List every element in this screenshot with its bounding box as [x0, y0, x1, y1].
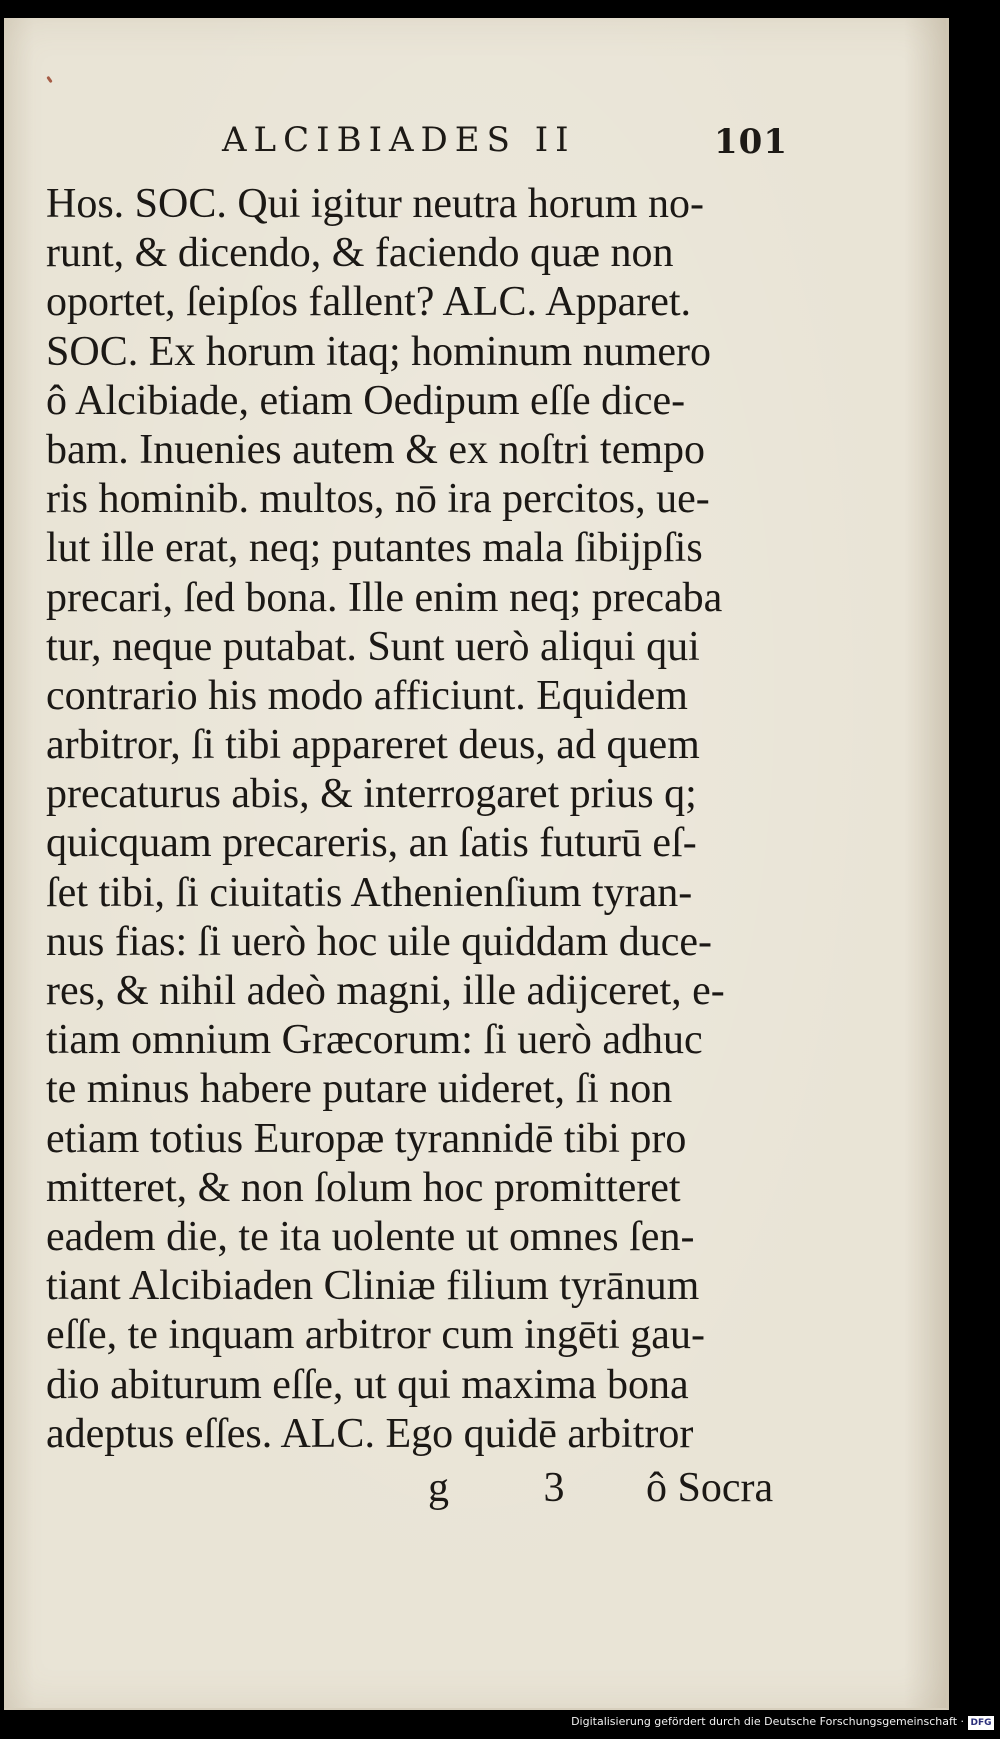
text-line: eſſe, te inquam arbitror cum ingēti gau-	[46, 1312, 705, 1359]
text-line: ſet tibi, ſi ciuitatis Athenienſium tyran-	[46, 869, 693, 916]
text-line: dio abiturum eſſe, ut qui maxima bona	[46, 1361, 689, 1408]
text-line: mitteret, & non ſolum hoc promitteret	[46, 1164, 681, 1211]
text-line: res, & nihil adeò magni, ille adijceret, e-	[46, 968, 725, 1014]
text-line: runt, & dicendo, & faciendo quæ non	[46, 230, 674, 277]
text-line: ris hominib. multos, nō ira percitos, ue-	[46, 476, 710, 523]
text-line: adeptus eſſes. ALC. Ego quidē arbitror	[46, 1410, 694, 1457]
ink-spot	[46, 76, 52, 83]
text-line: Hos. SOC. Qui igitur neutra horum no-	[46, 181, 704, 227]
text-line: oportet, ſeipſos fallent? ALC. Apparet.	[46, 279, 692, 326]
text-line: tiam omnium Græcorum: ſi uerò adhuc	[46, 1017, 703, 1064]
text-line: tiant Alcibiaden Cliniæ filium tyrānum	[46, 1263, 700, 1310]
text-line: tur, neque putabat. Sunt uerò aliqui qui	[46, 623, 700, 670]
dfg-logo: DFG	[968, 1716, 994, 1730]
text-line: ô Alcibiade, etiam Oedipum eſſe dice-	[46, 377, 686, 424]
digitization-credit	[0, 1712, 1000, 1739]
text-line: SOC. Ex horum itaq; hominum numero	[46, 328, 711, 375]
page-number: 101	[714, 122, 788, 162]
text-line: precaturus abis, & interrogaret prius q;	[46, 771, 697, 818]
text-line: nus fias: ſi uerò hoc uile quiddam duce-	[46, 918, 712, 965]
text-line: precari, ſed bona. Ille enim neq; precaba	[46, 574, 723, 621]
text-line: etiam totius Europæ tyrannidē tibi pro	[46, 1115, 687, 1162]
text-line: lut ille erat, neq; putantes mala ſibijpſis	[46, 525, 703, 572]
book-page	[4, 18, 949, 1710]
text-line: contrario his modo afficiunt. Equidem	[46, 672, 688, 719]
text-line: arbitror, ſi tibi appareret deus, ad quem	[46, 722, 700, 769]
body-text	[46, 180, 806, 1459]
signature-mark: g 3	[428, 1465, 607, 1511]
credit-text: Digitalisierung gefördert durch die Deutsche Forschungsgemeinschaft ·	[571, 1715, 964, 1728]
text-line: eadem die, te ita uolente ut omnes ſen-	[46, 1213, 695, 1260]
catchword: ô Socra	[646, 1465, 774, 1511]
text-line: bam. Inuenies autem & ex noſtri tempo	[46, 426, 705, 473]
running-title: ALCIBIADES II	[222, 120, 576, 160]
text-line: quicquam precareris, an ſatis futurū eſ-	[46, 820, 697, 867]
text-line: te minus habere putare uideret, ſi non	[46, 1066, 673, 1113]
